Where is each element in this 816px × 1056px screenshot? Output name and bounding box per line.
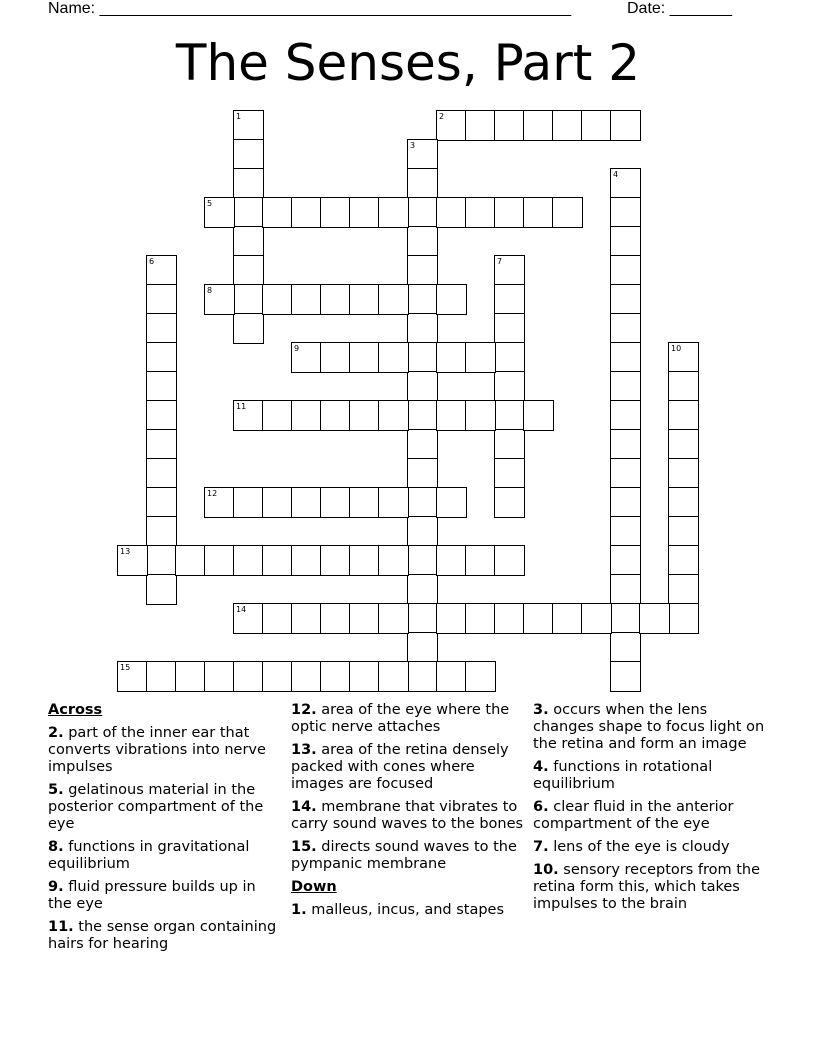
clues-column-3 xyxy=(533,702,768,919)
down-clue-6 xyxy=(533,799,768,833)
cell-number: 3 xyxy=(410,141,416,150)
grid-cell[interactable] xyxy=(349,487,380,518)
grid-cell[interactable] xyxy=(233,603,264,634)
cell-number: 14 xyxy=(236,605,247,614)
grid-cell[interactable] xyxy=(407,458,438,489)
grid-cell[interactable] xyxy=(233,226,264,257)
grid-cell[interactable] xyxy=(407,400,438,431)
down-clue-10 xyxy=(533,862,768,913)
grid-cell[interactable] xyxy=(233,110,264,141)
grid-cell[interactable] xyxy=(610,342,641,373)
grid-cell[interactable] xyxy=(349,661,380,692)
grid-cell[interactable] xyxy=(668,429,699,460)
clue-text: clear fluid in the anterior compartment of the eye xyxy=(533,799,734,832)
grid-cell[interactable] xyxy=(349,603,380,634)
grid-cell[interactable] xyxy=(117,545,148,576)
grid-cell[interactable] xyxy=(610,574,641,605)
across-clue-12 xyxy=(291,702,526,736)
grid-cell[interactable] xyxy=(610,371,641,402)
grid-cell[interactable] xyxy=(610,516,641,547)
grid-cell[interactable] xyxy=(494,110,525,141)
grid-cell[interactable] xyxy=(436,400,467,431)
down-clue-3 xyxy=(533,702,768,753)
clue-number: 8. xyxy=(48,839,64,855)
grid-cell[interactable] xyxy=(668,342,699,373)
grid-cell[interactable] xyxy=(668,458,699,489)
cell-number: 8 xyxy=(207,286,213,295)
grid-cell[interactable] xyxy=(349,545,380,576)
grid-cell[interactable] xyxy=(407,313,438,344)
clue-text: membrane that vibrates to carry sound waves to the bones xyxy=(291,799,524,832)
clue-number: 7. xyxy=(533,839,549,855)
grid-cell[interactable] xyxy=(233,168,264,199)
grid-cell[interactable] xyxy=(407,574,438,605)
clue-text: the sense organ containing hairs for hearing xyxy=(48,919,277,952)
page-title: The Senses, Part 2 xyxy=(175,34,641,92)
cell-number: 10 xyxy=(671,344,682,353)
clue-number: 13. xyxy=(291,742,317,758)
grid-cell[interactable] xyxy=(407,168,438,199)
grid-cell[interactable] xyxy=(494,371,525,402)
cell-number: 2 xyxy=(439,112,445,121)
grid-cell[interactable] xyxy=(378,661,409,692)
grid-cell[interactable] xyxy=(349,197,380,228)
grid-cell[interactable] xyxy=(204,661,235,692)
grid-cell[interactable] xyxy=(581,603,612,634)
grid-cell[interactable] xyxy=(146,313,177,344)
grid-cell[interactable] xyxy=(465,603,496,634)
grid-cell[interactable] xyxy=(378,400,409,431)
clue-text: functions in gravitational equilibrium xyxy=(48,839,250,872)
grid-cell[interactable] xyxy=(262,545,293,576)
cell-number: 6 xyxy=(149,257,155,266)
clue-number: 12. xyxy=(291,702,317,718)
grid-cell[interactable] xyxy=(146,487,177,518)
grid-cell[interactable] xyxy=(146,516,177,547)
across-clue-11 xyxy=(48,919,283,953)
grid-cell[interactable] xyxy=(146,255,177,286)
grid-cell[interactable] xyxy=(320,284,351,315)
grid-cell[interactable] xyxy=(436,545,467,576)
cell-number: 12 xyxy=(207,489,218,498)
grid-cell[interactable] xyxy=(291,284,322,315)
grid-cell[interactable] xyxy=(262,400,293,431)
grid-cell[interactable] xyxy=(407,255,438,286)
grid-cell[interactable] xyxy=(146,284,177,315)
clue-number: 6. xyxy=(533,799,549,815)
clue-number: 2. xyxy=(48,725,64,741)
grid-cell[interactable] xyxy=(233,545,264,576)
grid-cell[interactable] xyxy=(407,632,438,663)
grid-cell[interactable] xyxy=(581,110,612,141)
grid-cell[interactable] xyxy=(494,429,525,460)
grid-cell[interactable] xyxy=(407,661,438,692)
across-clue-8 xyxy=(48,839,283,873)
grid-cell[interactable] xyxy=(639,603,670,634)
grid-cell[interactable] xyxy=(668,545,699,576)
across-clue-13 xyxy=(291,742,526,793)
grid-cell[interactable] xyxy=(262,197,293,228)
cell-number: 4 xyxy=(613,170,619,179)
grid-cell[interactable] xyxy=(494,545,525,576)
grid-cell[interactable] xyxy=(320,545,351,576)
grid-cell[interactable] xyxy=(668,603,699,634)
down-heading: Down xyxy=(291,879,337,895)
grid-cell[interactable] xyxy=(146,429,177,460)
grid-cell[interactable] xyxy=(610,603,641,634)
cell-number: 13 xyxy=(120,547,131,556)
grid-cell[interactable] xyxy=(523,110,554,141)
grid-cell[interactable] xyxy=(610,458,641,489)
grid-cell[interactable] xyxy=(552,197,583,228)
clue-number: 3. xyxy=(533,702,549,718)
cell-number: 7 xyxy=(497,257,503,266)
grid-cell[interactable] xyxy=(610,400,641,431)
grid-cell[interactable] xyxy=(610,168,641,199)
grid-cell[interactable] xyxy=(494,342,525,373)
grid-cell[interactable] xyxy=(610,313,641,344)
clue-number: 9. xyxy=(48,879,64,895)
clue-number: 4. xyxy=(533,759,549,775)
grid-cell[interactable] xyxy=(407,342,438,373)
grid-cell[interactable] xyxy=(233,284,264,315)
grid-cell[interactable] xyxy=(407,516,438,547)
clue-number: 14. xyxy=(291,799,317,815)
grid-cell[interactable] xyxy=(291,603,322,634)
cell-number: 1 xyxy=(236,112,242,121)
grid-cell[interactable] xyxy=(494,487,525,518)
grid-cell[interactable] xyxy=(378,342,409,373)
grid-cell[interactable] xyxy=(668,371,699,402)
grid-cell[interactable] xyxy=(552,110,583,141)
clue-number: 15. xyxy=(291,839,317,855)
grid-cell[interactable] xyxy=(204,487,235,518)
clue-number: 11. xyxy=(48,919,74,935)
across-clue-9 xyxy=(48,879,283,913)
grid-cell[interactable] xyxy=(494,255,525,286)
grid-cell[interactable] xyxy=(146,661,177,692)
grid-cell[interactable] xyxy=(320,400,351,431)
grid-cell[interactable] xyxy=(204,197,235,228)
grid-cell[interactable] xyxy=(436,661,467,692)
grid-cell[interactable] xyxy=(407,603,438,634)
grid-cell[interactable] xyxy=(204,545,235,576)
clue-text: fluid pressure builds up in the eye xyxy=(48,879,256,912)
grid-cell[interactable] xyxy=(436,487,467,518)
grid-cell[interactable] xyxy=(523,603,554,634)
grid-cell[interactable] xyxy=(291,342,322,373)
grid-cell[interactable] xyxy=(668,516,699,547)
grid-cell[interactable] xyxy=(349,284,380,315)
grid-cell[interactable] xyxy=(320,603,351,634)
grid-cell[interactable] xyxy=(494,284,525,315)
grid-cell[interactable] xyxy=(465,545,496,576)
grid-cell[interactable] xyxy=(233,487,264,518)
grid-cell[interactable] xyxy=(436,342,467,373)
grid-cell[interactable] xyxy=(262,284,293,315)
grid-cell[interactable] xyxy=(610,487,641,518)
grid-cell[interactable] xyxy=(262,487,293,518)
grid-cell[interactable] xyxy=(291,487,322,518)
down-clue-1 xyxy=(291,902,526,919)
grid-cell[interactable] xyxy=(610,545,641,576)
grid-cell[interactable] xyxy=(407,429,438,460)
grid-cell[interactable] xyxy=(233,400,264,431)
clue-text: functions in rotational equilibrium xyxy=(533,759,713,792)
grid-cell[interactable] xyxy=(436,197,467,228)
clue-text: occurs when the lens changes shape to focus light on the retina and form an image xyxy=(533,702,765,752)
grid-cell[interactable] xyxy=(523,400,554,431)
grid-cell[interactable] xyxy=(494,197,525,228)
across-clue-2 xyxy=(48,725,283,776)
grid-cell[interactable] xyxy=(407,226,438,257)
grid-cell[interactable] xyxy=(262,661,293,692)
grid-cell[interactable] xyxy=(233,255,264,286)
grid-cell[interactable] xyxy=(494,400,525,431)
grid-cell[interactable] xyxy=(117,661,148,692)
grid-cell[interactable] xyxy=(233,661,264,692)
grid-cell[interactable] xyxy=(146,574,177,605)
grid-cell[interactable] xyxy=(378,487,409,518)
grid-cell[interactable] xyxy=(175,661,206,692)
clue-number: 5. xyxy=(48,782,64,798)
grid-cell[interactable] xyxy=(320,661,351,692)
name-field[interactable]: Name: _____________________________________________________ xyxy=(48,0,572,17)
across-clue-14 xyxy=(291,799,526,833)
grid-cell[interactable] xyxy=(465,661,496,692)
grid-cell[interactable] xyxy=(233,197,264,228)
grid-cell[interactable] xyxy=(407,197,438,228)
grid-cell[interactable] xyxy=(233,313,264,344)
grid-cell[interactable] xyxy=(407,545,438,576)
grid-cell[interactable] xyxy=(291,545,322,576)
grid-cell[interactable] xyxy=(465,110,496,141)
grid-cell[interactable] xyxy=(378,284,409,315)
grid-cell[interactable] xyxy=(494,313,525,344)
grid-cell[interactable] xyxy=(610,197,641,228)
grid-cell[interactable] xyxy=(233,139,264,170)
grid-cell[interactable] xyxy=(465,342,496,373)
grid-cell[interactable] xyxy=(378,603,409,634)
grid-cell[interactable] xyxy=(320,342,351,373)
grid-cell[interactable] xyxy=(494,458,525,489)
grid-cell[interactable] xyxy=(146,371,177,402)
across-clue-5 xyxy=(48,782,283,833)
down-clue-4 xyxy=(533,759,768,793)
clue-text: area of the eye where the optic nerve attaches xyxy=(291,702,510,735)
grid-cell[interactable] xyxy=(378,197,409,228)
cell-number: 9 xyxy=(294,344,300,353)
grid-cell[interactable] xyxy=(436,603,467,634)
grid-cell[interactable] xyxy=(407,371,438,402)
grid-cell[interactable] xyxy=(146,342,177,373)
cell-number: 15 xyxy=(120,663,131,672)
across-heading: Across xyxy=(48,702,103,718)
clues-column-1 xyxy=(48,702,283,959)
clue-text: sensory receptors from the retina form this, which takes impulses to the brain xyxy=(533,862,761,912)
grid-cell[interactable] xyxy=(349,400,380,431)
grid-cell[interactable] xyxy=(407,487,438,518)
grid-cell[interactable] xyxy=(610,429,641,460)
grid-cell[interactable] xyxy=(668,400,699,431)
clue-text: directs sound waves to the pympanic membrane xyxy=(291,839,517,872)
grid-cell[interactable] xyxy=(146,400,177,431)
grid-cell[interactable] xyxy=(465,400,496,431)
grid-cell[interactable] xyxy=(407,284,438,315)
grid-cell[interactable] xyxy=(668,574,699,605)
grid-cell[interactable] xyxy=(465,197,496,228)
clue-text: area of the retina densely packed with cones where images are focused xyxy=(291,742,509,792)
grid-cell[interactable] xyxy=(146,545,177,576)
grid-cell[interactable] xyxy=(494,603,525,634)
grid-cell[interactable] xyxy=(175,545,206,576)
grid-cell[interactable] xyxy=(349,342,380,373)
grid-cell[interactable] xyxy=(610,110,641,141)
grid-cell[interactable] xyxy=(610,226,641,257)
cell-number: 11 xyxy=(236,402,247,411)
clue-text: malleus, incus, and stapes xyxy=(311,902,505,918)
grid-cell[interactable] xyxy=(262,603,293,634)
cell-number: 5 xyxy=(207,199,213,208)
grid-cell[interactable] xyxy=(291,400,322,431)
grid-cell[interactable] xyxy=(320,487,351,518)
grid-cell[interactable] xyxy=(552,603,583,634)
clue-number: 10. xyxy=(533,862,559,878)
grid-cell[interactable] xyxy=(378,545,409,576)
grid-cell[interactable] xyxy=(146,458,177,489)
clue-text: lens of the eye is cloudy xyxy=(553,839,730,855)
grid-cell[interactable] xyxy=(436,110,467,141)
grid-cell[interactable] xyxy=(407,139,438,170)
grid-cell[interactable] xyxy=(668,487,699,518)
grid-cell[interactable] xyxy=(610,632,641,663)
grid-cell[interactable] xyxy=(523,197,554,228)
grid-cell[interactable] xyxy=(291,197,322,228)
grid-cell[interactable] xyxy=(291,661,322,692)
grid-cell[interactable] xyxy=(610,284,641,315)
grid-cell[interactable] xyxy=(610,661,641,692)
clue-text: part of the inner ear that converts vibrations into nerve impulses xyxy=(48,725,266,775)
grid-cell[interactable] xyxy=(436,284,467,315)
clue-number: 1. xyxy=(291,902,307,918)
clue-text: gelatinous material in the posterior compartment of the eye xyxy=(48,782,264,832)
across-clue-15 xyxy=(291,839,526,873)
clues-column-2 xyxy=(291,702,526,925)
grid-cell[interactable] xyxy=(320,197,351,228)
grid-cell[interactable] xyxy=(610,255,641,286)
header-line xyxy=(48,0,748,18)
down-clue-7 xyxy=(533,839,768,856)
grid-cell[interactable] xyxy=(204,284,235,315)
date-field[interactable]: Date: _______ xyxy=(627,0,732,17)
